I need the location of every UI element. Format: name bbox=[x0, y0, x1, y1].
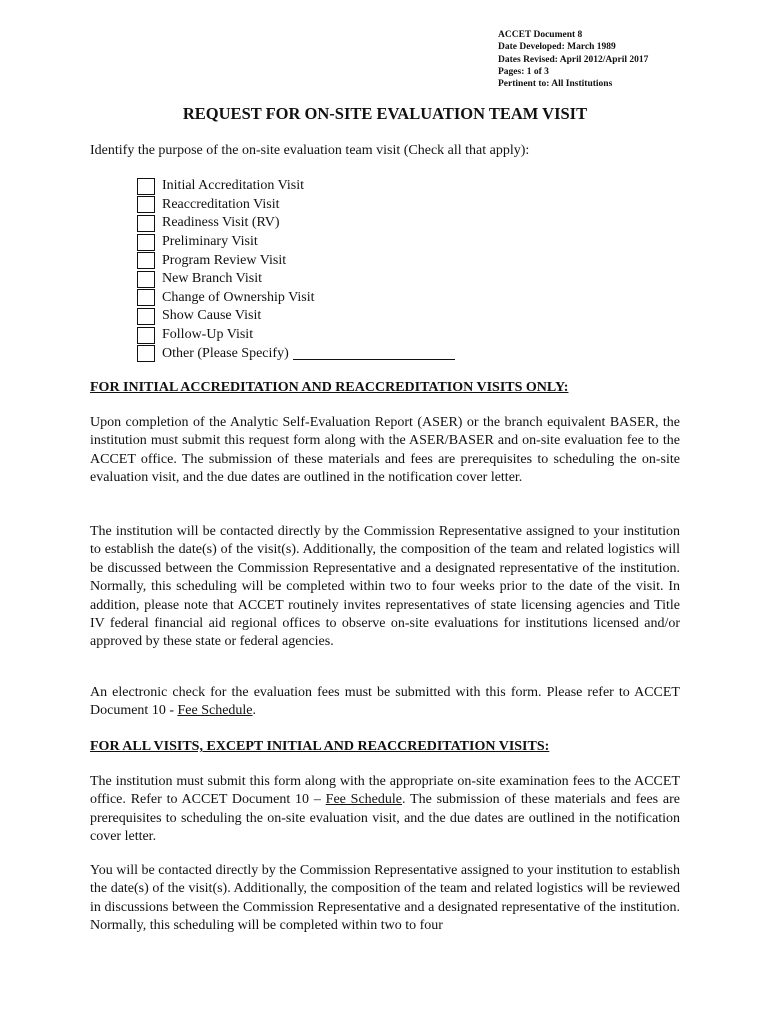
section2-paragraph-2: You will be contacted directly by the Commission Representative assigned to your institution to establish the date(s) of the visit(s). Additionally, the composition of the team and related logistics will be reviewed in discussions between the Commission Representative and a designated representative of the institution. Normally, this scheduling will be completed within two to four bbox=[90, 863, 680, 934]
checkbox-label: Program Review Visit bbox=[162, 252, 287, 268]
checkbox-label: Preliminary Visit bbox=[162, 234, 258, 250]
section1-paragraph-3 bbox=[90, 684, 680, 721]
checkbox-label: Show Cause Visit bbox=[162, 308, 262, 324]
checkbox-label: Follow-Up Visit bbox=[162, 327, 254, 343]
checkbox[interactable] bbox=[137, 271, 155, 288]
visit-purpose-checklist bbox=[137, 177, 455, 363]
checklist-item-show-cause[interactable] bbox=[137, 307, 455, 326]
fee-schedule-link[interactable]: Fee Schedule bbox=[177, 703, 253, 719]
intro-text: Identify the purpose of the on-site evaluation team visit (Check all that apply): bbox=[90, 143, 530, 158]
section-heading-initial-reaccreditation: FOR INITIAL ACCREDITATION AND REACCREDITATION VISITS ONLY: bbox=[90, 380, 569, 395]
section1-paragraph-2: The institution will be contacted directly by the Commission Representative assigned to your institution to establish the date(s) of the visit(s). Additionally, the composition of the team and related logistics will be discussed between the Commission Representative and a designated representative of the institution. Normally, this scheduling will be completed within two to four weeks prior to the date of the visit. In addition, please note that ACCET routinely invites representatives of state licensing agencies and Title IV federal financial aid regional offices to observe on-site evaluations for institutions licensed and/or approved by these state or federal agencies. bbox=[90, 524, 680, 650]
checkbox[interactable] bbox=[137, 252, 155, 269]
checkbox-label: Initial Accreditation Visit bbox=[162, 178, 304, 194]
checklist-item-reaccreditation[interactable] bbox=[137, 196, 455, 215]
paragraph-text: . The submission of these materials and fees are prerequisites to scheduling the on-site evaluation visit, and the due dates are outlined in the notification cover letter. bbox=[90, 792, 681, 845]
page-count: Pages: 1 of 3 bbox=[498, 66, 549, 77]
checkbox[interactable] bbox=[137, 178, 155, 195]
checkbox[interactable] bbox=[137, 327, 155, 344]
section2-paragraph-1 bbox=[90, 773, 680, 847]
checklist-item-initial[interactable] bbox=[137, 177, 455, 196]
checkbox-label: Other (Please Specify) bbox=[162, 345, 289, 361]
pertinent-to: Pertinent to: All Institutions bbox=[498, 79, 613, 90]
paragraph-text: An electronic check for the evaluation fees must be submitted with this form. Please refer to ACCET Document 10 - bbox=[90, 685, 680, 719]
date-developed: Date Developed: March 1989 bbox=[498, 42, 616, 53]
section-heading-all-visits: FOR ALL VISITS, EXCEPT INITIAL AND REACCREDITATION VISITS: bbox=[90, 739, 550, 754]
section1-paragraph-1: Upon completion of the Analytic Self-Evaluation Report (ASER) or the branch equivalent BASER, the institution must submit this request form along with the ASER/BASER and on-site evaluation fee to the ACCET office. The submission of these materials and fees are prerequisites to scheduling the on-site evaluation visit, and the due dates are outlined in the notification cover letter. bbox=[90, 415, 680, 486]
checkbox[interactable] bbox=[137, 345, 155, 362]
checklist-item-other[interactable] bbox=[137, 344, 455, 363]
checkbox[interactable] bbox=[137, 308, 155, 325]
checkbox[interactable] bbox=[137, 196, 155, 213]
checklist-item-readiness[interactable] bbox=[137, 214, 455, 233]
document-metadata bbox=[498, 29, 648, 90]
checklist-item-program-review[interactable] bbox=[137, 251, 455, 270]
paragraph-text: . bbox=[252, 703, 257, 719]
page-title: REQUEST FOR ON-SITE EVALUATION TEAM VISIT bbox=[182, 104, 588, 123]
checkbox-label: Readiness Visit (RV) bbox=[162, 215, 280, 231]
checkbox[interactable] bbox=[137, 234, 155, 251]
dates-revised: Dates Revised: April 2012/April 2017 bbox=[498, 54, 649, 65]
checkbox-label: Reaccreditation Visit bbox=[162, 196, 280, 212]
checkbox[interactable] bbox=[137, 289, 155, 306]
checklist-item-follow-up[interactable] bbox=[137, 326, 455, 345]
checklist-item-change-of-ownership[interactable] bbox=[137, 289, 455, 308]
fee-schedule-link[interactable]: Fee Schedule bbox=[325, 792, 402, 808]
checkbox-label: Change of Ownership Visit bbox=[162, 289, 315, 305]
doc-number: ACCET Document 8 bbox=[498, 30, 583, 40]
paragraph-text: The institution must submit this form along with the appropriate on-site examination fees to the ACCET office. Refer to ACCET Document 10 – bbox=[90, 774, 680, 808]
checkbox-label: New Branch Visit bbox=[162, 271, 262, 287]
checklist-item-preliminary[interactable] bbox=[137, 233, 455, 252]
other-specify-field[interactable] bbox=[293, 347, 455, 360]
checkbox[interactable] bbox=[137, 215, 155, 232]
checklist-item-new-branch[interactable] bbox=[137, 270, 455, 289]
